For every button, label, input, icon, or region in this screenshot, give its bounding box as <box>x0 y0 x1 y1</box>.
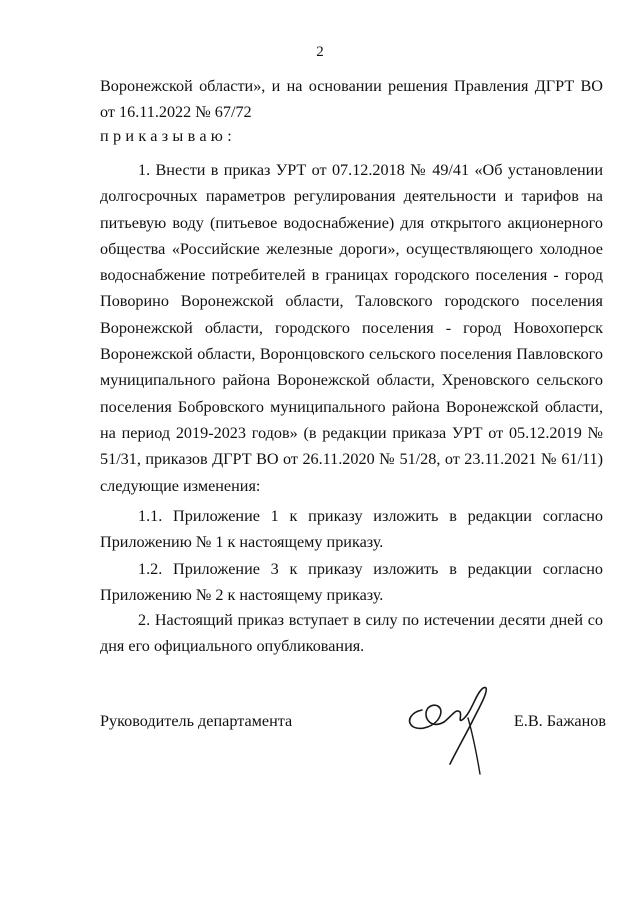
signature-row <box>100 712 606 742</box>
signer-role: Руководитель департамента <box>100 712 293 730</box>
clause-2: 2. Настоящий приказ вступает в силу по истечении десяти дней со дня его официального опубликования. <box>100 611 603 656</box>
intro-continuation: Воронежской области», и на основании решения Правления ДГРТ ВО от 16.11.2022 № 67/72 <box>100 77 603 122</box>
clause-1: 1. Внести в приказ УРТ от 07.12.2018 № 49/41 «Об установлении долгосрочных параметров регулирования деятельности и тарифов на питьевую воду (питьевое водоснабжение) для открытого акционерного общества «Российские железные дороги», осуществляющего холодное водоснабжение потребителей в границах городского поселения - город Поворино Воронежской области, Таловского городского поселения Воронежской области, городского поселения - город Новохоперск Воронежской области, Воронцовского сельского поселения Павловского муниципального района Воронежской области, Хреновского сельского поселения Бобровского муниципального района Воронежской области, на период 2019-2023 годов» (в редакции приказа УРТ от 05.12.2019 № 51/31, приказов ДГРТ ВО от 26.11.2020 № 51/28, от 23.11.2021 № 61/11) следующие изменения: <box>100 161 603 495</box>
clause-1-2: 1.2. Приложение 3 к приказу изложить в редакции согласно Приложению № 2 к настоящему приказу. <box>100 560 603 605</box>
page-number: 2 <box>316 44 324 60</box>
signer-name: Е.В. Бажанов <box>513 712 606 730</box>
order-word: приказываю: <box>100 127 236 145</box>
handwritten-signature-icon <box>400 672 510 782</box>
clause-1-1: 1.1. Приложение 1 к приказу изложить в редакции согласно Приложению № 1 к настоящему приказу. <box>100 507 603 552</box>
